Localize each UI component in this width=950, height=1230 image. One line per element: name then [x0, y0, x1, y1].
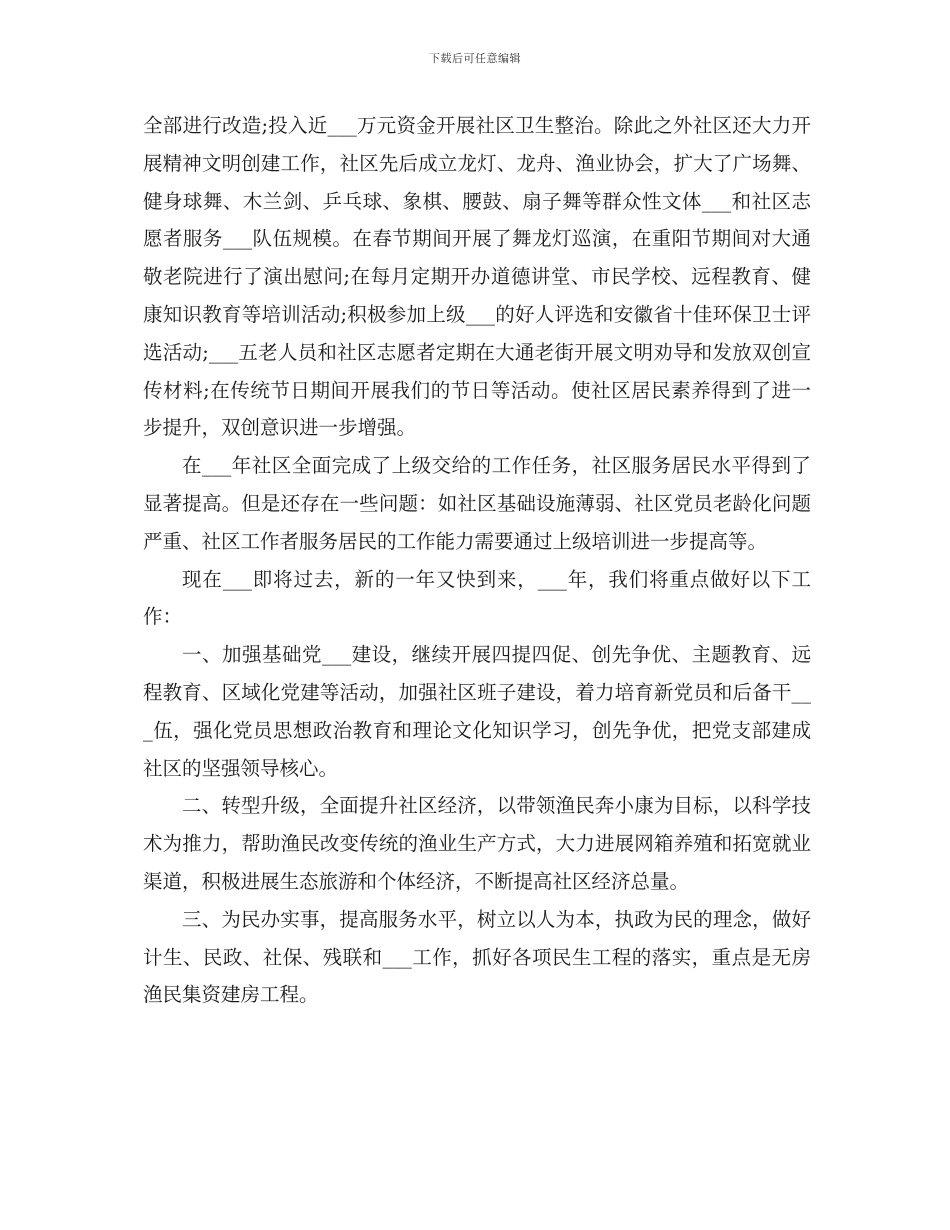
paragraph-year-summary: 在___年社区全面完成了上级交给的工作任务，社区服务居民水平得到了显著提高。但是还存在一些问题：如社区基础设施薄弱、社区党员老龄化问题严重、社区工作者服务居民的工作能力需要通过上级培训进一步提高等。: [143, 454, 811, 553]
document-body: [143, 107, 811, 1014]
paragraph-community-improvements: 全部进行改造;投入近___万元资金开展社区卫生整治。除此之外社区还大力开展精神文明创建工作，社区先后成立龙灯、龙舟、渔业协会，扩大了广场舞、健身球舞、木兰剑、乒乓球、象棋、腰鼓、扇子舞等群众性文体___和社区志愿者服务___队伍规模。在春节期间开展了舞龙灯巡演，在重阳节期间对大通敬老院进行了演出慰问;在每月定期开办道德讲堂、市民学校、远程教育、健康知识教育等培训活动;积极参加上级___的好人评选和安徽省十佳环保卫士评选活动;___五老人员和社区志愿者定期在大通老街开展文明劝导和发放双创宣传材料;在传统节日期间开展我们的节日等活动。使社区居民素养得到了进一步提升，双创意识进一步增强。: [143, 114, 811, 440]
paragraph-plan-item-2: 二、转型升级，全面提升社区经济，以带领渔民奔小康为目标，以科学技术为推力，帮助渔民改变传统的渔业生产方式，大力进展网箱养殖和拓宽就业渠道，积极进展生态旅游和个体经济，不断提高社区经济总量。: [143, 794, 811, 893]
paragraph-plan-item-3: 三、为民办实事，提高服务水平，树立以人为本，执政为民的理念，做好计生、民政、社保、残联和___工作，抓好各项民生工程的落实，重点是无房渔民集资建房工程。: [143, 907, 811, 1007]
page-header: 下载后可任意编辑: [429, 52, 521, 65]
paragraph-next-year-intro: 现在___即将过去，新的一年又快到来，___年，我们将重点做好以下工作：: [143, 567, 811, 629]
paragraph-plan-item-1: 一、加强基础党___建设，继续开展四提四促、创先争优、主题教育、远程教育、区域化党建等活动，加强社区班子建设，着力培育新党员和后备干___伍，强化党员思想政治教育和理论文化知识学习，创先争优，把党支部建成社区的坚强领导核心。: [143, 643, 811, 780]
